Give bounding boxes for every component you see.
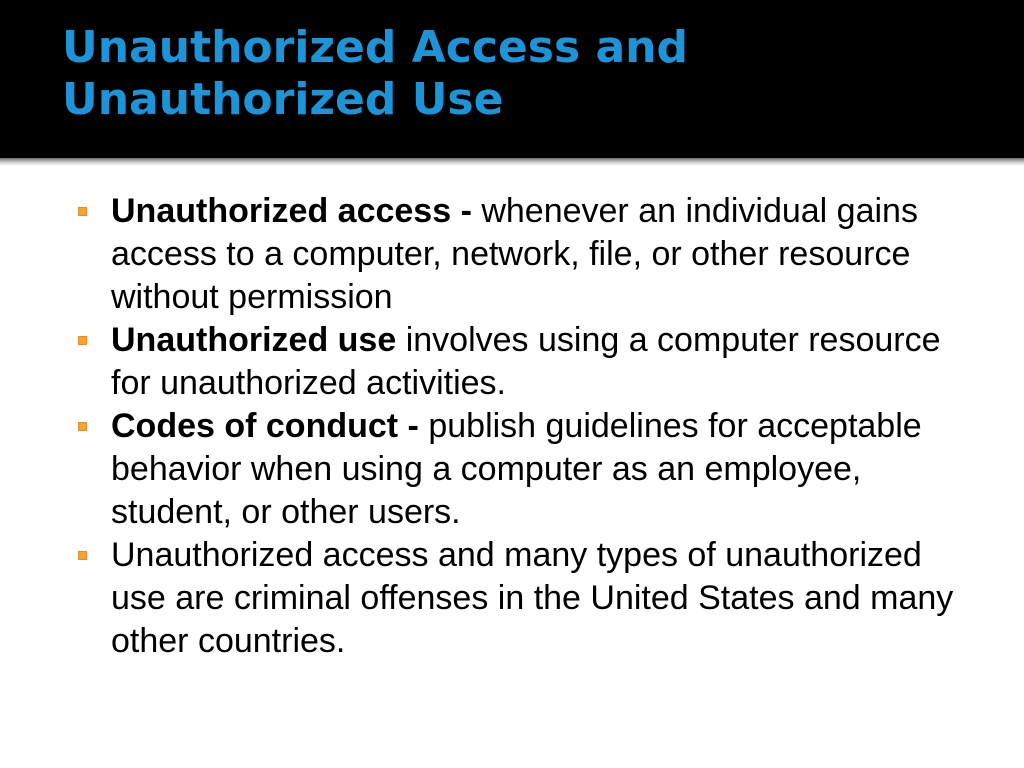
square-bullet-icon [78,422,87,431]
bullet-term: Unauthorized access - [111,192,472,230]
bullet-text: whenever an individual gains access to a computer, network, file, or other resource without permission [111,192,918,316]
bullet-item-unauthorized-use [78,319,978,405]
slide-title [62,22,982,126]
title-divider [0,158,1024,166]
bullet-text: involves using a computer resource for unauthorized activities. [111,321,941,402]
bullet-term: Unauthorized use [111,321,397,359]
bullet-list [78,190,978,663]
bullet-text: Unauthorized access and many types of unauthorized use are criminal offenses in the United States and many other countries. [111,536,954,660]
slide-title-line-2: Unauthorized Use [62,74,504,125]
bullet-term: Codes of conduct - [111,407,419,445]
square-bullet-icon [78,207,87,216]
bullet-item-criminal-offenses [78,534,978,663]
bullet-text: publish guidelines for acceptable behavior when using a computer as an employee, student, or other users. [111,407,922,531]
square-bullet-icon [78,336,87,345]
bullet-item-unauthorized-access [78,190,978,319]
slide-title-line-1: Unauthorized Access and [62,22,688,73]
bullet-item-codes-of-conduct [78,405,978,534]
square-bullet-icon [78,551,87,560]
